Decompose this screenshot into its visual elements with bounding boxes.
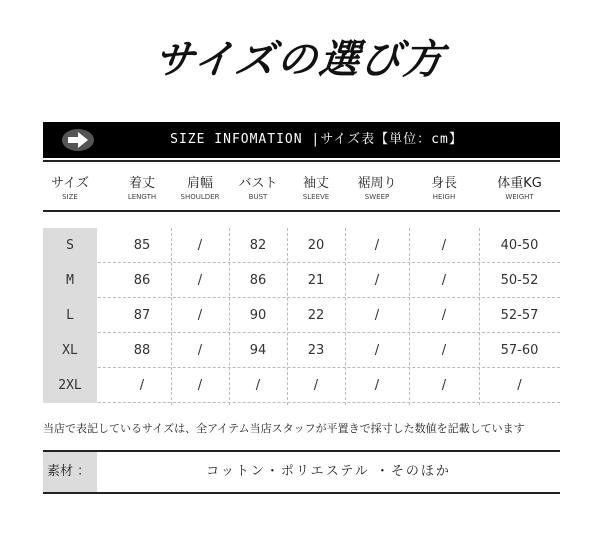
header-height [409,162,479,210]
header-length [113,162,171,210]
cell-sleeve: / [313,378,319,393]
header-weight-en: WEIGHT [505,193,534,201]
cell-bust: 90 [249,308,267,323]
header-shoulder [171,162,229,210]
cell-weight: / [517,378,522,393]
table-row [43,228,560,263]
cell-size: L [43,298,97,333]
header-shoulder-en: SHOULDER [180,193,220,201]
table-header [43,160,560,212]
header-weight [479,162,560,210]
header-sleeve-jp: 袖丈 [302,176,329,191]
cell-length: 85 [133,238,151,253]
cell-size: XL [43,333,97,368]
cell-size: 2XL [43,368,97,403]
page-title: サイズの選び方 [151,36,448,83]
cell-height: / [441,238,447,253]
material-value: コットン・ポリエステル ・そのほか [206,464,451,479]
header-sweep-en: SWEEP [364,193,390,201]
cell-sweep: / [374,273,380,288]
header-sleeve-en: SLEEVE [302,193,330,201]
cell-sleeve: 23 [307,343,325,358]
header-length-jp: 着丈 [128,176,155,191]
header-shoulder-jp: 肩幅 [186,176,213,191]
cell-sweep: / [374,343,380,358]
cell-bust: / [255,378,261,393]
cell-shoulder: / [197,273,203,288]
header-sweep-jp: 裾周り [357,176,397,191]
cell-height: / [441,308,447,323]
cell-bust: 86 [249,273,267,288]
cell-height: / [441,378,447,393]
cell-length: 88 [133,343,151,358]
cell-sleeve: 22 [307,308,325,323]
cell-bust: 82 [249,238,267,253]
material-label: 素材 ： [43,452,97,492]
cell-shoulder: / [197,378,203,393]
cell-weight: 57-60 [500,343,539,358]
header-length-en: LENGTH [127,193,157,201]
cell-sweep: / [374,238,380,253]
cell-weight: 50-52 [500,273,539,288]
table-row [43,368,560,403]
cell-sleeve: 20 [307,238,325,253]
cell-bust: 94 [249,343,267,358]
cell-shoulder: / [197,343,203,358]
header-size-jp: サイズ [51,176,89,191]
cell-height: / [441,273,447,288]
header-bust-en: BUST [248,193,268,201]
header-height-en: HEIGH [432,193,456,201]
material-row [43,450,560,494]
table-row [43,263,560,298]
cell-size: M [43,263,97,298]
size-info-banner [43,122,560,158]
measurement-note: 当店で表記しているサイズは、全アイテム当店スタッフが平置きで採寸した数値を記載しています [43,422,525,435]
cell-sweep: / [374,308,380,323]
header-bust-jp: バスト [238,176,278,191]
table-row [43,298,560,333]
cell-shoulder: / [197,238,203,253]
header-bust [229,162,287,210]
header-weight-jp: 体重KG [497,176,542,191]
cell-shoulder: / [197,308,203,323]
cell-weight: 40-50 [500,238,539,253]
cell-sleeve: 21 [307,273,325,288]
header-height-jp: 身長 [430,176,457,191]
banner-text: SIZE INFOMATION |サイズ表【単位：cm】 [170,132,463,147]
header-sweep [345,162,409,210]
table-row [43,333,560,368]
header-sleeve [287,162,345,210]
cell-weight: 52-57 [500,308,539,323]
cell-sweep: / [374,378,380,393]
cell-length: / [139,378,145,393]
cell-length: 87 [133,308,151,323]
cell-length: 86 [133,273,151,288]
header-size [43,162,97,210]
cell-size: S [43,228,97,263]
cell-height: / [441,343,447,358]
header-size-en: SIZE [62,193,78,201]
